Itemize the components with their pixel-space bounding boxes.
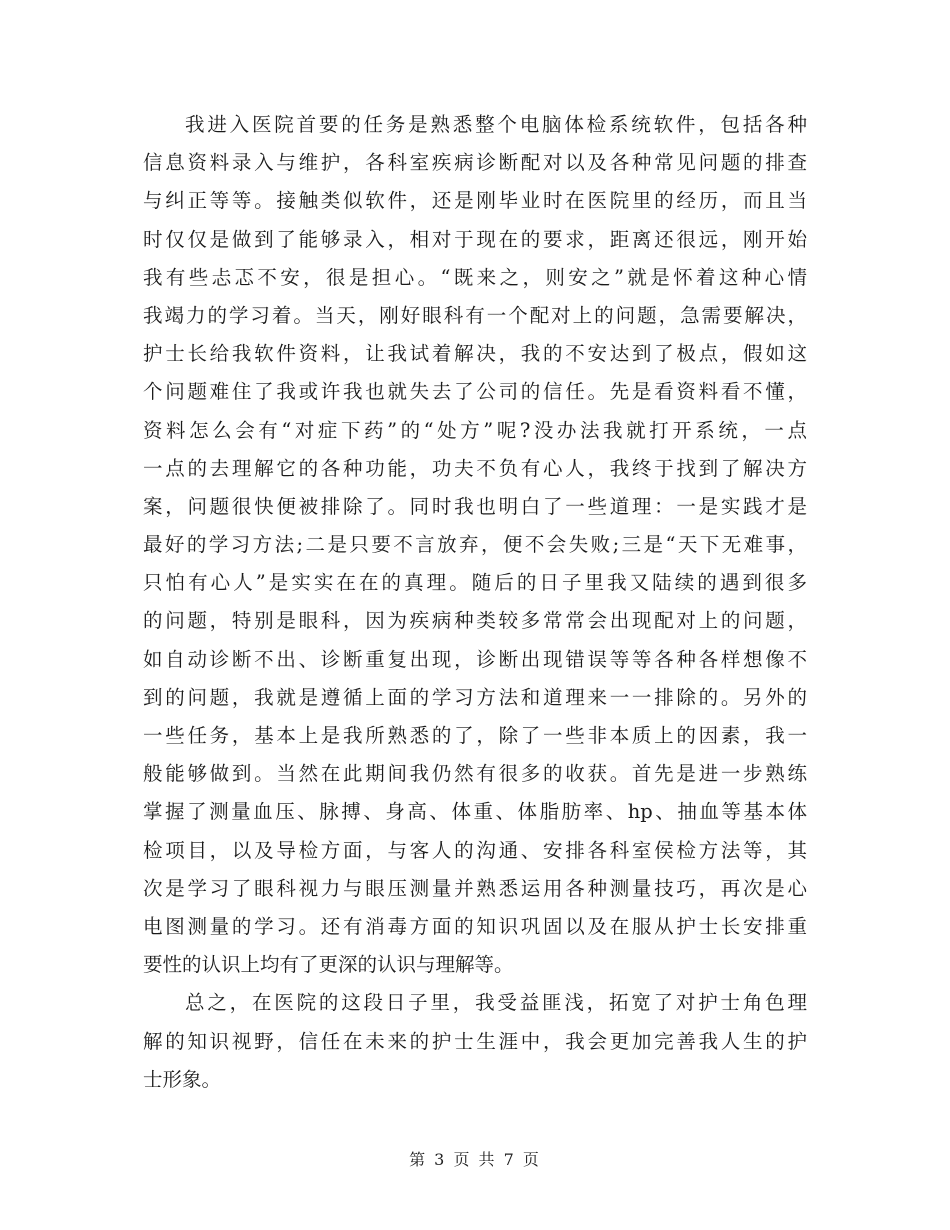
paragraph-1-line: 的问题，特别是眼科，因为疾病种类较多常常会出现配对上的问题，: [143, 609, 807, 633]
paragraph-1-line: 最好的学习方法;二是只要不言放弃，便不会失败;三是“天下无难事，: [143, 533, 807, 557]
paragraph-1-line: 资料怎么会有“对症下药”的“处方”呢?没办法我就打开系统，一点: [143, 418, 807, 442]
paragraph-2-line: 士形象。: [143, 1067, 222, 1091]
paragraph-1-line: 我竭力的学习着。当天，刚好眼科有一个配对上的问题，急需要解决，: [143, 303, 807, 327]
paragraph-1-line: 掌握了测量血压、脉搏、身高、体重、体脂肪率、hp、抽血等基本体: [143, 800, 807, 824]
paragraph-1-line: 检项目，以及导检方面，与客人的沟通、安排各科室侯检方法等，其: [143, 838, 807, 862]
paragraph-1-line: 个问题难住了我或许我也就失去了公司的信任。先是看资料看不懂，: [143, 380, 807, 404]
paragraph-1-line: 次是学习了眼科视力与眼压测量并熟悉运用各种测量技巧，再次是心: [143, 876, 807, 900]
paragraph-1-line: 与纠正等等。接触类似软件，还是刚毕业时在医院里的经历，而且当: [143, 189, 807, 213]
paragraph-2-line: 解的知识视野，信任在未来的护士生涯中，我会更加完善我人生的护: [143, 1029, 807, 1053]
page-number-footer: 第 3 页 共 7 页: [409, 1150, 541, 1169]
paragraph-1-line: 信息资料录入与维护，各科室疾病诊断配对以及各种常见问题的排查: [143, 151, 807, 175]
body-text: [143, 106, 807, 1099]
paragraph-1-line: 要性的认识上均有了更深的认识与理解等。: [143, 953, 514, 977]
paragraph-1-line: 只怕有心人”是实实在在的真理。随后的日子里我又陆续的遇到很多: [143, 571, 807, 595]
paragraph-1-line: 时仅仅是做到了能够录入，相对于现在的要求，距离还很远，刚开始: [143, 227, 807, 251]
paragraph-1-line: 一点的去理解它的各种功能，功夫不负有心人，我终于找到了解决方: [143, 456, 807, 480]
paragraph-1-line: 般能够做到。当然在此期间我仍然有很多的收获。首先是进一步熟练: [143, 762, 807, 786]
paragraph-1-line: 我进入医院首要的任务是熟悉整个电脑体检系统软件，包括各种: [185, 113, 807, 136]
paragraph-1-line: 电图测量的学习。还有消毒方面的知识巩固以及在服从护士长安排重: [143, 914, 807, 938]
paragraph-1-line: 到的问题，我就是遵循上面的学习方法和道理来一一排除的。另外的: [143, 685, 807, 709]
paragraph-1-line: 案，问题很快便被排除了。同时我也明白了一些道理：一是实践才是: [143, 494, 807, 518]
paragraph-1-line: 我有些忐忑不安，很是担心。“既来之，则安之”就是怀着这种心情: [143, 265, 807, 289]
paragraph-1-line: 护士长给我软件资料，让我试着解决，我的不安达到了极点，假如这: [143, 342, 807, 366]
paragraph-1-line: 如自动诊断不出、诊断重复出现，诊断出现错误等等各种各样想像不: [143, 647, 807, 671]
paragraph-1-line: 一些任务，基本上是我所熟悉的了，除了一些非本质上的因素，我一: [143, 724, 807, 747]
paragraph-2-line: 总之，在医院的这段日子里，我受益匪浅，拓宽了对护士角色理: [185, 991, 807, 1015]
